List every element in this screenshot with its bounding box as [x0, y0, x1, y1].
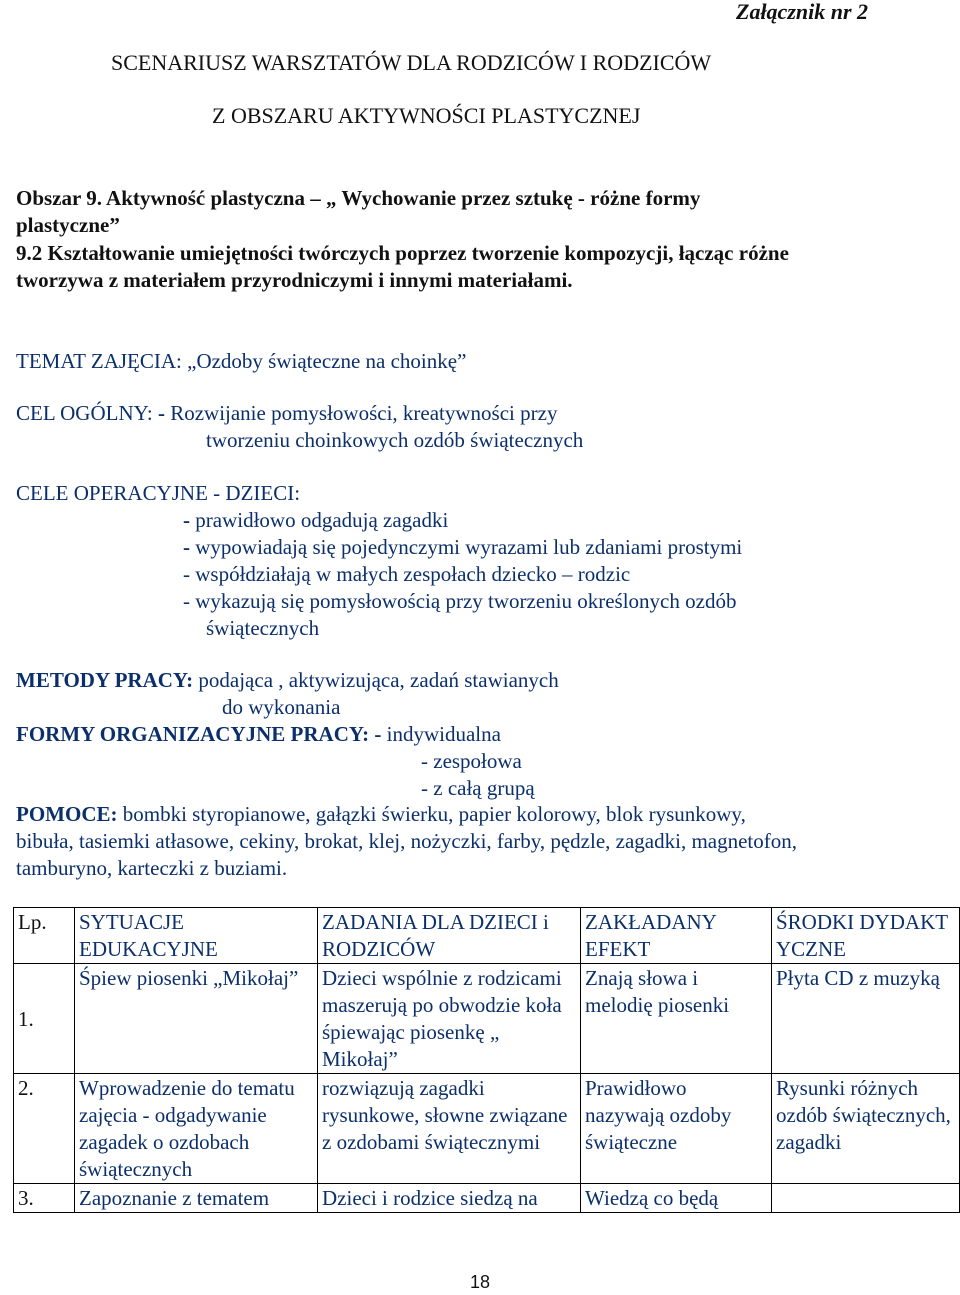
- aids-label: POMOCE:: [16, 802, 118, 826]
- general-goal-label: CEL OGÓLNY:: [16, 401, 153, 425]
- row-situation: Śpiew piosenki „Mikołaj”: [75, 964, 318, 1074]
- row-task: Dzieci wspólnie z rodzicami maszerują po obwodzie koła śpiewając piosenkę „ Mikołaj”: [318, 964, 581, 1074]
- area-line4: tworzywa z materiałem przyrodniczymi i innymi materiałami.: [16, 268, 573, 292]
- row-lp: 1.: [14, 964, 75, 1074]
- table-header-row: [14, 908, 960, 964]
- document-title-line2: Z OBSZARU AKTYWNOŚCI PLASTYCZNEJ: [212, 103, 641, 128]
- table-row: [14, 1184, 960, 1213]
- header-lp: Lp.: [14, 908, 75, 964]
- area-line3: 9.2 Kształtowanie umiejętności twórczych poprzez tworzenie kompozycji, łącząc różne: [16, 241, 789, 265]
- row-effect: Prawidłowo nazywają ozdoby świąteczne: [581, 1074, 772, 1184]
- row-effect: Znają słowa i melodię piosenki: [581, 964, 772, 1074]
- methods-text1: podająca , aktywizująca, zadań stawianych: [193, 668, 559, 692]
- aids-text1: bombki styropianowe, gałązki świerku, papier kolorowy, blok rysunkowy,: [117, 802, 746, 826]
- operational-goal-continuation: świątecznych: [206, 616, 320, 640]
- row-lp: 2.: [14, 1074, 75, 1184]
- topic-value: „Ozdoby świąteczne na choinkę”: [181, 349, 467, 373]
- forms-dash: -: [369, 722, 387, 746]
- methods-label: METODY PRACY:: [16, 668, 194, 692]
- aids-text3: tamburyno, karteczki z buziami.: [16, 856, 288, 880]
- operational-goal-item: - wypowiadają się pojedynczymi wyrazami lub zdaniami prostymi: [183, 535, 743, 559]
- row-task: rozwiązują zagadki rysunkowe, słowne związane z ozdobami świątecznymi: [318, 1074, 581, 1184]
- operational-goal-item: - wykazują się pomysłowością przy tworzeniu określonych ozdób: [183, 589, 737, 613]
- header-effect: ZAKŁADANY EFEKT: [581, 908, 772, 964]
- topic-label: TEMAT ZAJĘCIA: [16, 349, 177, 373]
- general-goal-line1: [16, 400, 557, 426]
- topic-line: [16, 348, 466, 374]
- general-goal-text2: tworzeniu choinkowych ozdób świątecznych: [206, 428, 584, 452]
- table-row: [14, 964, 960, 1074]
- methods-line1: [16, 667, 559, 693]
- operational-goal-item: - prawidłowo odgadują zagadki: [183, 508, 449, 532]
- operational-goals-label: CELE OPERACYJNE - DZIECI:: [16, 481, 301, 505]
- forms-line1: [16, 721, 501, 747]
- methods-text2: do wykonania: [222, 695, 341, 719]
- topic-colon: :: [176, 349, 182, 373]
- header-means: ŚRODKI DYDAKTYCZNE: [772, 908, 960, 964]
- forms-item-individual: indywidualna: [386, 722, 501, 746]
- row-situation: Zapoznanie z tematem: [75, 1184, 318, 1213]
- aids-text2: bibuła, tasiemki atłasowe, cekiny, brokat, klej, nożyczki, farby, pędzle, zagadki, magnetofon,: [16, 829, 797, 853]
- forms-item-group: - z całą grupą: [421, 776, 535, 800]
- forms-label: FORMY ORGANIZACYJNE PRACY:: [16, 722, 370, 746]
- area-line1: Obszar 9. Aktywność plastyczna – „ Wychowanie przez sztukę - różne formy: [16, 186, 701, 210]
- general-goal-text1: Rozwijanie pomysłowości, kreatywności przy: [170, 401, 558, 425]
- row-situation: Wprowadzenie do tematu zajęcia - odgadywanie zagadek o ozdobach świątecznych: [75, 1074, 318, 1184]
- row-means: Rysunki różnych ozdób świątecznych, zagadki: [772, 1074, 960, 1184]
- header-situations: SYTUACJE EDUKACYJNE: [75, 908, 318, 964]
- annex-label: Załącznik nr 2: [736, 0, 869, 24]
- aids-line1: [16, 801, 746, 827]
- table-row: [14, 1074, 960, 1184]
- scenario-table: [13, 907, 960, 1213]
- row-effect: Wiedzą co będą: [581, 1184, 772, 1213]
- row-lp: 3.: [14, 1184, 75, 1213]
- row-means: [772, 1184, 960, 1213]
- row-task: Dzieci i rodzice siedzą na: [318, 1184, 581, 1213]
- page-number: 18: [469, 1272, 491, 1292]
- row-means: Płyta CD z muzyką: [772, 964, 960, 1074]
- document-title-line1: SCENARIUSZ WARSZTATÓW DLA RODZICÓW I RODZICÓW: [111, 50, 712, 75]
- header-tasks: ZADANIA DLA DZIECI i RODZICÓW: [318, 908, 581, 964]
- operational-goal-item: - współdziałają w małych zespołach dziecko – rodzic: [183, 562, 631, 586]
- general-goal-dash: -: [152, 401, 171, 425]
- area-line2: plastyczne”: [16, 213, 120, 237]
- forms-item-team: - zespołowa: [421, 749, 522, 773]
